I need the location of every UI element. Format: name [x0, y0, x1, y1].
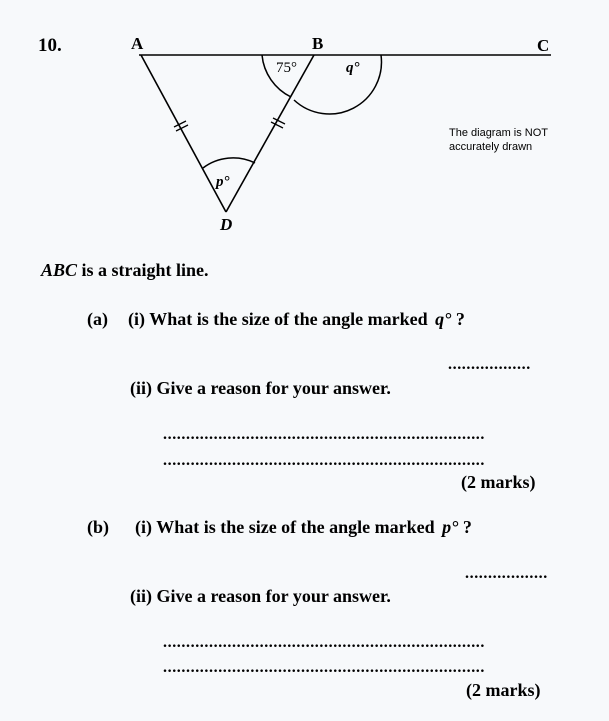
answer-line-b-ii-2[interactable]: ...................................................................... — [163, 659, 485, 676]
part-b-ii-question — [130, 586, 391, 607]
part-b-i-question — [135, 517, 472, 538]
point-label-d: D — [220, 215, 233, 234]
part-a-label: (a) — [87, 309, 108, 329]
part-a-i-text: What is the size of the angle marked — [149, 309, 428, 329]
answer-line-b-i[interactable]: .................. — [465, 565, 548, 582]
angle-arc-q — [294, 55, 381, 114]
point-label-a: A — [131, 34, 144, 53]
part-b-ii-label: (ii) — [130, 586, 152, 606]
part-a-i-question — [128, 309, 465, 330]
part-a-i-label: (i) — [128, 309, 145, 329]
answer-line-b-ii-1[interactable]: ...................................................................... — [163, 634, 485, 651]
part-b-marks: (2 marks) — [466, 680, 541, 700]
part-b-i-label: (i) — [135, 517, 152, 537]
part-b-i-qmark: ? — [462, 517, 472, 537]
part-a-i-var: q° — [435, 309, 452, 329]
question-number: 10. — [38, 35, 62, 56]
part-b-i-var: p° — [442, 517, 459, 537]
statement — [41, 260, 209, 281]
angle-label-q: q° — [346, 60, 360, 76]
part-a-i-qmark: ? — [455, 309, 465, 329]
part-a-ii-question — [130, 378, 391, 399]
answer-line-a-ii-1[interactable]: ...................................................................... — [163, 426, 485, 443]
angle-arc-p — [203, 158, 255, 168]
statement-rest: is a straight line. — [81, 260, 209, 280]
point-label-c: C — [537, 36, 550, 55]
statement-abc: ABC — [41, 260, 78, 280]
angle-label-75: 75° — [276, 60, 297, 76]
diagram-note: The diagram is NOT accurately drawn — [449, 127, 548, 153]
part-a-ii-text: Give a reason for your answer. — [156, 378, 391, 398]
part-b-label: (b) — [87, 517, 109, 537]
part-a-ii-label: (ii) — [130, 378, 152, 398]
angle-label-p: p° — [216, 174, 230, 190]
part-b-ii-text: Give a reason for your answer. — [156, 586, 391, 606]
answer-line-a-i[interactable]: .................. — [448, 356, 531, 373]
answer-line-a-ii-2[interactable]: ...................................................................... — [163, 452, 485, 469]
part-a-marks: (2 marks) — [461, 472, 536, 492]
line-ad — [141, 55, 226, 212]
point-label-b: B — [312, 34, 324, 53]
part-b-i-text: What is the size of the angle marked — [156, 517, 435, 537]
